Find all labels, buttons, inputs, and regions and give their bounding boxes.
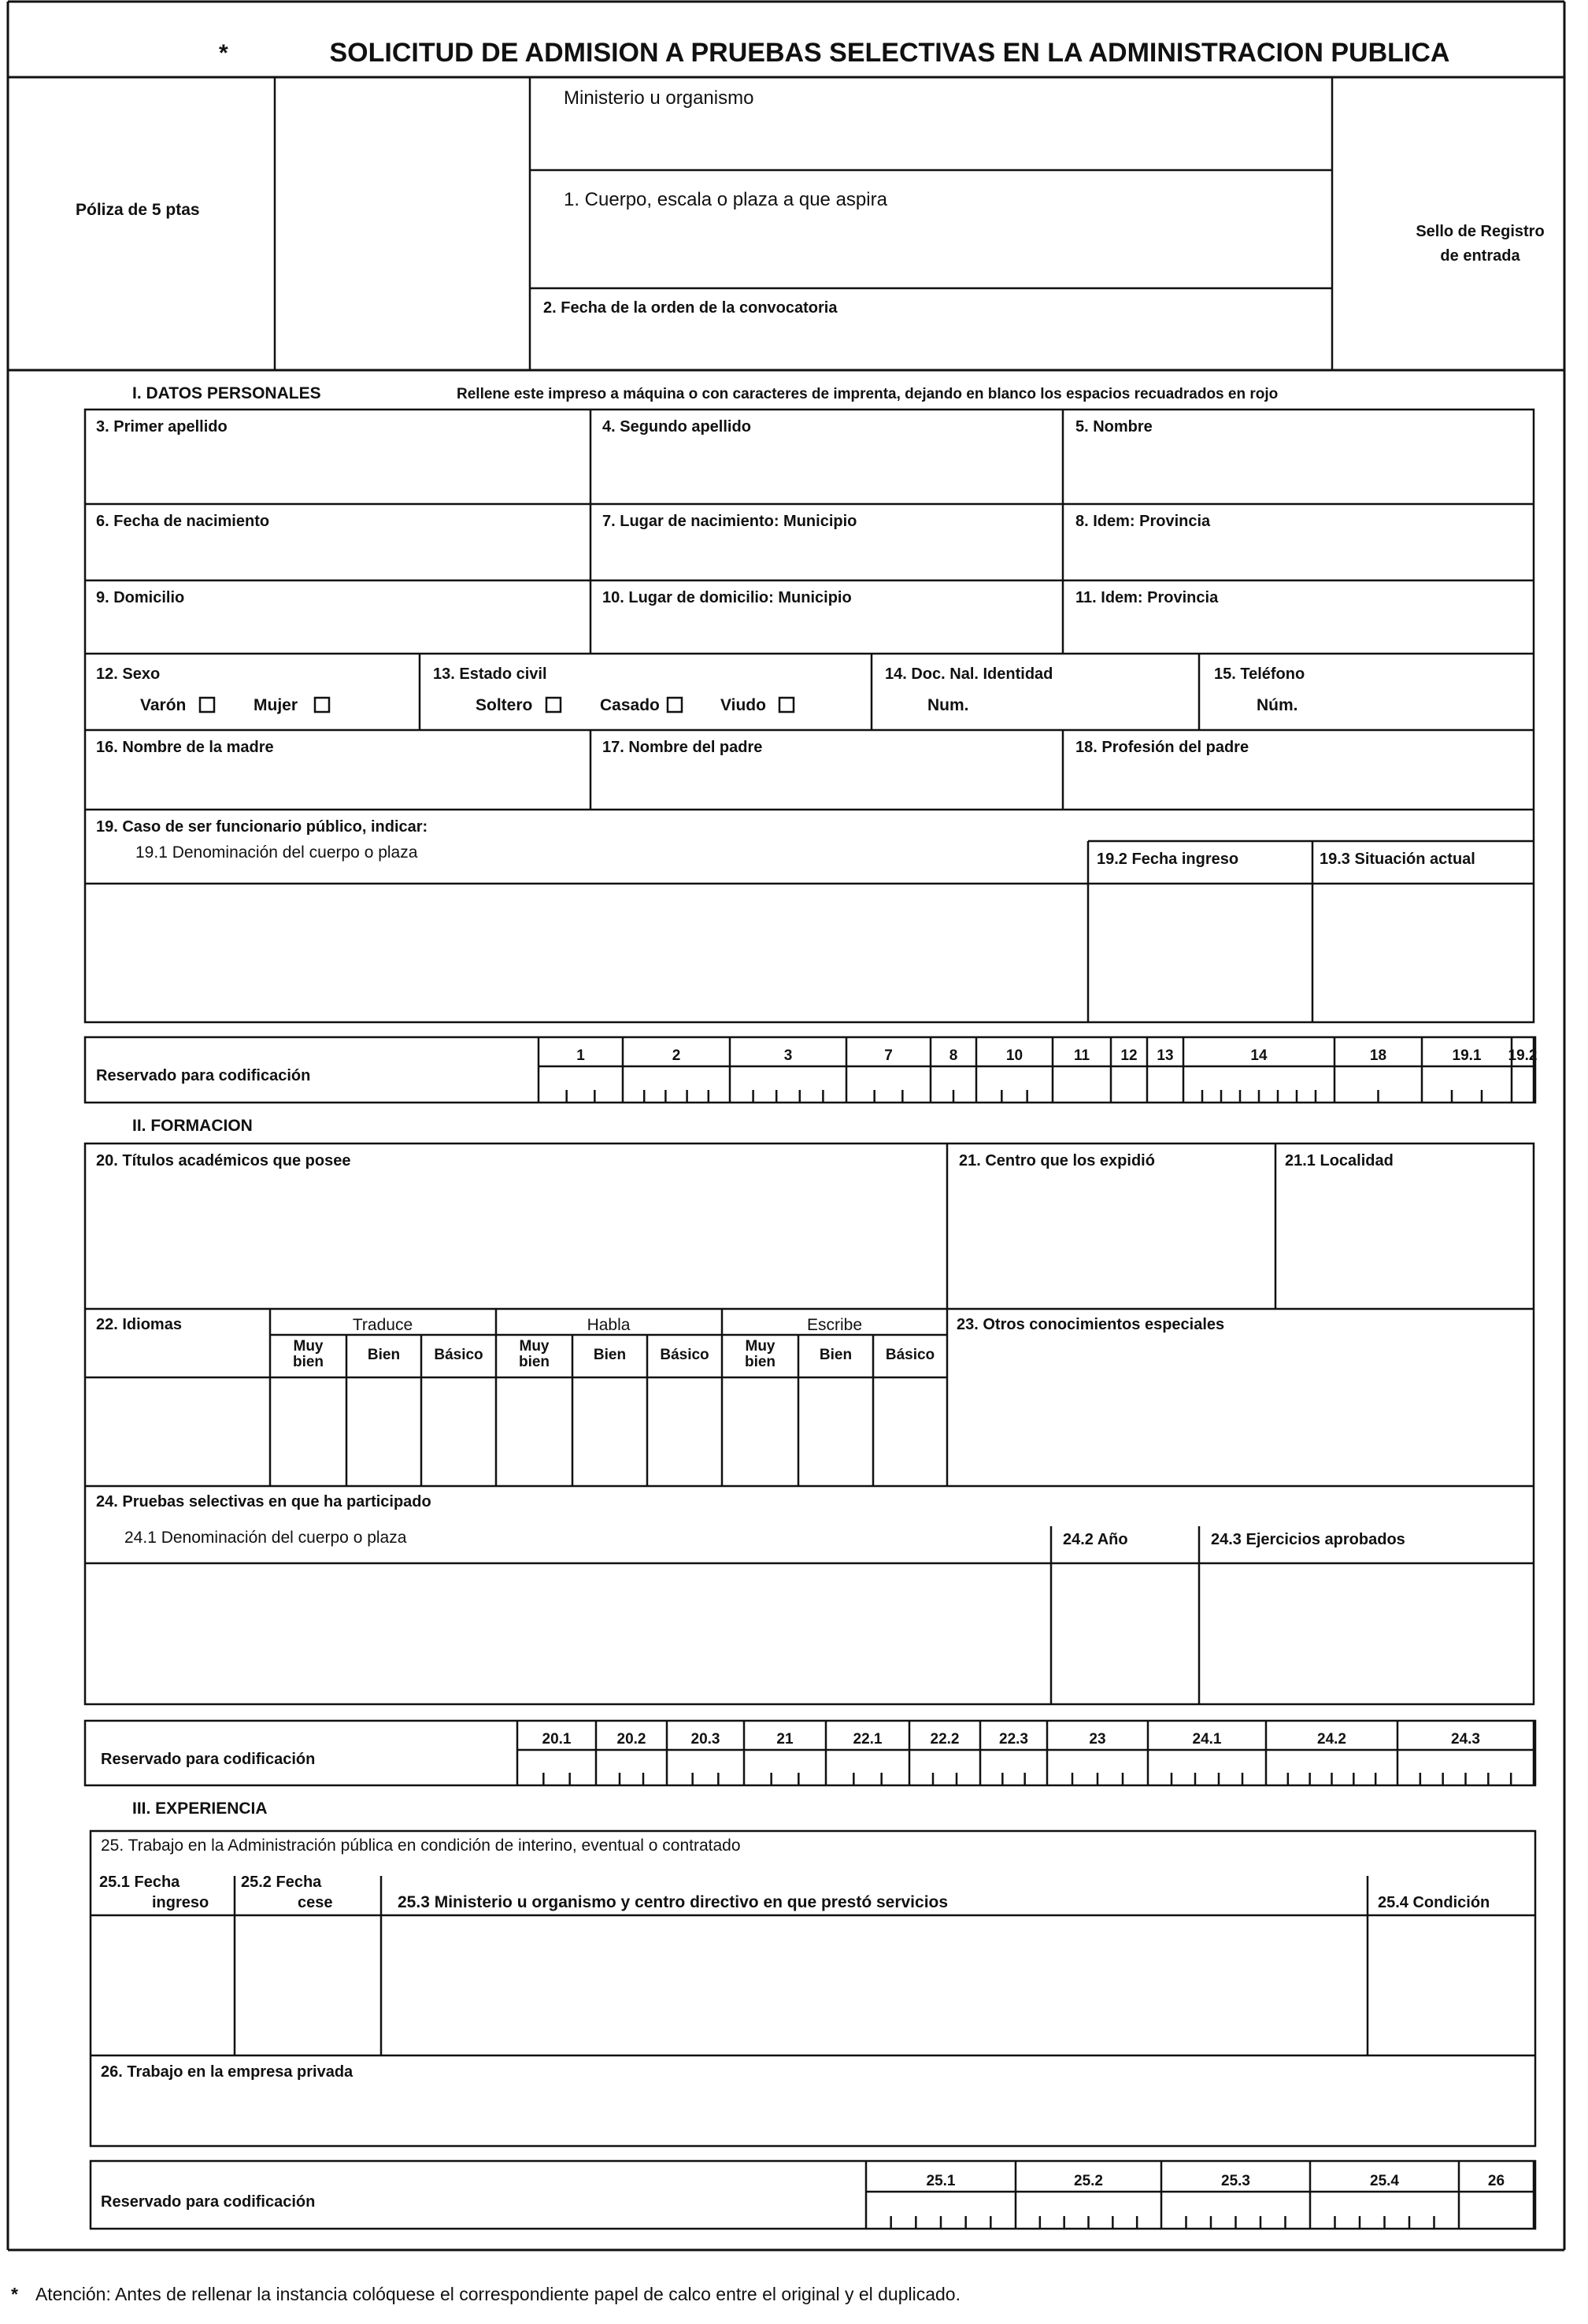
codif1-input-19-2[interactable] bbox=[1512, 1067, 1533, 1102]
codif1-input-14[interactable] bbox=[1184, 1067, 1334, 1102]
lugar-nacimiento-field[interactable] bbox=[591, 505, 1062, 580]
codif3-input-25-2[interactable] bbox=[1016, 2192, 1160, 2228]
empresa-privada-field[interactable] bbox=[91, 2056, 1534, 2145]
segundo-apellido-field[interactable] bbox=[591, 410, 1062, 503]
codif1-cell-10: 10 bbox=[1005, 1047, 1024, 1064]
varon-label: Varón bbox=[140, 696, 187, 714]
codif1-cell-12: 12 bbox=[1120, 1047, 1138, 1064]
field-19-1-label: 19.1 Denominación del cuerpo o plaza bbox=[135, 843, 418, 862]
habla-basico-header: Básico bbox=[660, 1347, 709, 1363]
field-24-label: 24. Pruebas selectivas en que ha participado bbox=[96, 1493, 431, 1510]
casado-checkbox[interactable] bbox=[668, 698, 682, 712]
codif1-input-18[interactable] bbox=[1335, 1067, 1421, 1102]
field-25-2-label-b: cese bbox=[298, 1894, 333, 1911]
field-24-3-label: 24.3 Ejercicios aprobados bbox=[1211, 1531, 1405, 1548]
escribe-level-field-1[interactable] bbox=[723, 1378, 798, 1485]
title-asterisk: * bbox=[219, 40, 228, 66]
codif1-cell-19-1: 19.1 bbox=[1452, 1047, 1482, 1064]
soltero-checkbox[interactable] bbox=[546, 698, 561, 712]
codif2-input-21[interactable] bbox=[745, 1751, 825, 1785]
section-formacion bbox=[85, 1117, 1534, 1704]
codif3-input-25-3[interactable] bbox=[1162, 2192, 1309, 2228]
primer-apellido-field[interactable] bbox=[86, 410, 590, 503]
footer-note-text: Atención: Antes de rellenar la instancia colóquese el correspondiente papel de calco entre el original y el duplicado. bbox=[35, 2284, 961, 2304]
varon-checkbox[interactable] bbox=[200, 698, 214, 712]
codif1-input-3[interactable] bbox=[731, 1067, 846, 1102]
codif3-cell-25-3: 25.3 bbox=[1221, 2173, 1250, 2189]
codif1-cell-18: 18 bbox=[1369, 1047, 1387, 1064]
codif2-input-24-1[interactable] bbox=[1149, 1751, 1265, 1785]
stamp-box bbox=[275, 77, 530, 370]
viudo-checkbox[interactable] bbox=[779, 698, 794, 712]
codif1-input-8[interactable] bbox=[931, 1067, 975, 1102]
field-24-1-label: 24.1 Denominación del cuerpo o plaza bbox=[124, 1529, 407, 1547]
centro-field[interactable] bbox=[948, 1144, 1275, 1308]
codif1-cell-7: 7 bbox=[884, 1047, 893, 1064]
codif2-cell-22-3: 22.3 bbox=[999, 1731, 1028, 1748]
field-22-label: 22. Idiomas bbox=[96, 1316, 182, 1333]
sello-label-2: de entrada bbox=[1440, 247, 1520, 265]
dni-num-label: Num. bbox=[927, 696, 969, 714]
field-25-label: 25. Trabajo en la Administración pública en condición de interino, eventual o contratado bbox=[101, 1837, 741, 1855]
mujer-checkbox[interactable] bbox=[315, 698, 329, 712]
codif2-input-23[interactable] bbox=[1048, 1751, 1147, 1785]
section-experiencia bbox=[91, 1800, 1535, 2146]
ejercicios-aprobados-field[interactable] bbox=[1200, 1564, 1533, 1703]
codif1-input-2[interactable] bbox=[624, 1067, 729, 1102]
codif2-cell-22-2: 22.2 bbox=[930, 1731, 960, 1748]
lugar-domicilio-field[interactable] bbox=[591, 581, 1062, 653]
section-1-title: I. DATOS PERSONALES bbox=[132, 384, 321, 402]
codif2-cell-20-2: 20.2 bbox=[616, 1731, 646, 1748]
codification-row-3 bbox=[91, 2161, 1535, 2229]
codif2-cell-21: 21 bbox=[776, 1731, 794, 1748]
telefono-field[interactable] bbox=[1307, 693, 1532, 728]
codif1-cell-14: 14 bbox=[1250, 1047, 1268, 1064]
dni-field[interactable] bbox=[976, 693, 1197, 728]
codif2-cell-22-1: 22.1 bbox=[853, 1731, 883, 1748]
codif3-cell-25-1: 25.1 bbox=[926, 2173, 956, 2189]
codif2-cell-23: 23 bbox=[1089, 1731, 1106, 1748]
nombre-field[interactable] bbox=[1064, 410, 1533, 503]
nombre-madre-field[interactable] bbox=[86, 731, 590, 809]
traduce-basico-header: Básico bbox=[434, 1347, 483, 1363]
codif3-input-26[interactable] bbox=[1460, 2192, 1533, 2228]
situacion-actual-field[interactable] bbox=[1313, 884, 1533, 1021]
exp-fecha-ingreso-field[interactable] bbox=[91, 1916, 234, 2055]
codif2-cell-20-3: 20.3 bbox=[690, 1731, 720, 1748]
soltero-label: Soltero bbox=[476, 696, 533, 714]
traduce-bien-header: Bien bbox=[367, 1347, 401, 1363]
escribe-level-field-3[interactable] bbox=[874, 1378, 946, 1485]
field-25-3-label: 25.3 Ministerio u organismo y centro directivo en que prestó servicios bbox=[398, 1893, 949, 1911]
codification-2-label: Reservado para codificación bbox=[101, 1751, 316, 1768]
codif2-cell-20-1: 20.1 bbox=[542, 1731, 572, 1748]
codif2-input-20-1[interactable] bbox=[518, 1751, 595, 1785]
codification-1-label: Reservado para codificación bbox=[96, 1067, 311, 1084]
poliza-label: Póliza de 5 ptas bbox=[76, 201, 200, 219]
codif1-cell-1: 1 bbox=[576, 1047, 585, 1064]
provincia-nacimiento-field[interactable] bbox=[1064, 505, 1533, 580]
codif1-input-13[interactable] bbox=[1148, 1067, 1183, 1102]
codification-3-label: Reservado para codificación bbox=[101, 2193, 316, 2211]
codif2-cell-24-3: 24.3 bbox=[1451, 1731, 1480, 1748]
form-title-block bbox=[219, 38, 1450, 68]
codif2-input-22-2[interactable] bbox=[910, 1751, 979, 1785]
escribe-level-field-2[interactable] bbox=[799, 1378, 872, 1485]
fecha-ingreso-field[interactable] bbox=[1089, 884, 1312, 1021]
field-25-2-label-a: 25.2 Fecha bbox=[241, 1874, 322, 1891]
escribe-muy-bien-header: Muy bien bbox=[744, 1338, 776, 1370]
section-1-instruction: Rellene este impreso a máquina o con caracteres de imprenta, dejando en blanco los espacios recuadrados en rojo bbox=[457, 386, 1279, 402]
codif2-input-22-3[interactable] bbox=[981, 1751, 1046, 1785]
field-25-4-label: 25.4 Condición bbox=[1378, 1894, 1490, 1911]
escribe-header: Escribe bbox=[806, 1316, 863, 1334]
section-datos-personales bbox=[85, 384, 1534, 1022]
habla-level-field-1[interactable] bbox=[497, 1378, 572, 1485]
field-24-2-label: 24.2 Año bbox=[1063, 1531, 1128, 1548]
codif3-input-25-1[interactable] bbox=[867, 2192, 1015, 2228]
habla-level-field-3[interactable] bbox=[648, 1378, 721, 1485]
codif1-cell-13: 13 bbox=[1157, 1047, 1174, 1064]
codif3-cell-26: 26 bbox=[1487, 2173, 1505, 2189]
escribe-basico-header: Básico bbox=[885, 1347, 935, 1363]
habla-bien-header: Bien bbox=[593, 1347, 627, 1363]
field-15-label: 15. Teléfono bbox=[1214, 665, 1305, 683]
codif1-cell-2: 2 bbox=[672, 1047, 681, 1064]
localidad-field[interactable] bbox=[1276, 1144, 1533, 1308]
field-25-1-label-b: ingreso bbox=[152, 1894, 209, 1911]
sello-label-1: Sello de Registro bbox=[1416, 223, 1545, 240]
ministerio-label: Ministerio u organismo bbox=[564, 87, 754, 109]
field-14-label: 14. Doc. Nal. Identidad bbox=[885, 665, 1053, 683]
codif1-cell-3: 3 bbox=[783, 1047, 793, 1064]
idiomas-field[interactable] bbox=[86, 1378, 269, 1485]
codif1-input-10[interactable] bbox=[977, 1067, 1052, 1102]
viudo-label: Viudo bbox=[720, 696, 766, 714]
codif1-input-11[interactable] bbox=[1053, 1067, 1110, 1102]
codif1-input-7[interactable] bbox=[847, 1067, 930, 1102]
casado-label: Casado bbox=[600, 696, 660, 714]
habla-level-field-2[interactable] bbox=[573, 1378, 646, 1485]
codif1-cell-8: 8 bbox=[949, 1047, 958, 1064]
traduce-level-field-3[interactable] bbox=[422, 1378, 495, 1485]
traduce-muy-bien-header: Muy bien bbox=[292, 1338, 324, 1370]
escribe-bien-header: Bien bbox=[819, 1347, 853, 1363]
form-title: SOLICITUD DE ADMISION A PRUEBAS SELECTIVAS EN LA ADMINISTRACION PUBLICA bbox=[329, 38, 1450, 68]
section-3-title: III. EXPERIENCIA bbox=[132, 1800, 268, 1818]
codif3-input-25-4[interactable] bbox=[1311, 2192, 1458, 2228]
fecha-orden-field[interactable] bbox=[531, 318, 1331, 369]
codif2-cell-24-2: 24.2 bbox=[1317, 1731, 1346, 1748]
codif1-cell-11: 11 bbox=[1073, 1047, 1090, 1064]
mujer-label: Mujer bbox=[254, 696, 298, 714]
fecha-nacimiento-field[interactable] bbox=[86, 505, 590, 580]
exp-ministerio-field[interactable] bbox=[382, 1916, 1367, 2055]
traduce-level-field-1[interactable] bbox=[271, 1378, 346, 1485]
traduce-header: Traduce bbox=[352, 1316, 413, 1334]
habla-header: Habla bbox=[587, 1316, 631, 1334]
section-2-title: II. FORMACION bbox=[132, 1117, 253, 1135]
codif2-input-24-2[interactable] bbox=[1267, 1751, 1397, 1785]
field-19-3-label: 19.3 Situación actual bbox=[1320, 851, 1475, 868]
telefono-num-label: Núm. bbox=[1257, 696, 1298, 714]
codif2-input-24-3[interactable] bbox=[1398, 1751, 1533, 1785]
exp-fecha-cese-field[interactable] bbox=[235, 1916, 380, 2055]
field-19-2-label: 19.2 Fecha ingreso bbox=[1097, 851, 1239, 868]
habla-muy-bien-header: Muy bien bbox=[518, 1338, 550, 1370]
pruebas-ano-field[interactable] bbox=[1052, 1564, 1198, 1703]
cuerpo-plaza-field[interactable] bbox=[86, 884, 1087, 1021]
codif2-cell-24-1: 24.1 bbox=[1192, 1731, 1222, 1748]
codif1-input-1[interactable] bbox=[539, 1067, 622, 1102]
field-13-label: 13. Estado civil bbox=[433, 665, 547, 683]
provincia-domicilio-field[interactable] bbox=[1064, 581, 1533, 653]
codif2-input-22-1[interactable] bbox=[827, 1751, 909, 1785]
codif3-cell-25-4: 25.4 bbox=[1370, 2173, 1399, 2189]
footer-asterisk: * bbox=[11, 2284, 18, 2304]
codif1-input-19-1[interactable] bbox=[1423, 1067, 1511, 1102]
header-section bbox=[76, 77, 1545, 370]
field-12-label: 12. Sexo bbox=[96, 665, 161, 683]
fecha-orden-label: 2. Fecha de la orden de la convocatoria bbox=[543, 299, 838, 317]
nombre-padre-field[interactable] bbox=[591, 731, 1062, 809]
codif2-input-20-2[interactable] bbox=[597, 1751, 666, 1785]
traduce-level-field-2[interactable] bbox=[347, 1378, 420, 1485]
cuerpo-label: 1. Cuerpo, escala o plaza a que aspira bbox=[564, 189, 887, 210]
codif1-input-12[interactable] bbox=[1112, 1067, 1146, 1102]
otros-conocimientos-field[interactable] bbox=[948, 1310, 1533, 1485]
codification-row-1 bbox=[85, 1037, 1537, 1103]
footer-note bbox=[11, 2284, 961, 2305]
ministerio-field[interactable] bbox=[531, 110, 1331, 169]
codification-row-2 bbox=[85, 1721, 1535, 1785]
codif3-cell-25-2: 25.2 bbox=[1074, 2173, 1103, 2189]
domicilio-field[interactable] bbox=[86, 581, 590, 653]
field-25-1-label-a: 25.1 Fecha bbox=[99, 1874, 180, 1891]
codif1-cell-19-2: 19.2 bbox=[1508, 1047, 1538, 1064]
titulos-field[interactable] bbox=[86, 1144, 946, 1308]
field-19-label: 19. Caso de ser funcionario público, indicar: bbox=[96, 818, 428, 836]
exp-condicion-field[interactable] bbox=[1368, 1916, 1534, 2055]
pruebas-cuerpo-field[interactable] bbox=[86, 1564, 1050, 1703]
profesion-padre-field[interactable] bbox=[1064, 731, 1533, 809]
cuerpo-field[interactable] bbox=[531, 213, 1331, 287]
codif2-input-20-3[interactable] bbox=[668, 1751, 743, 1785]
